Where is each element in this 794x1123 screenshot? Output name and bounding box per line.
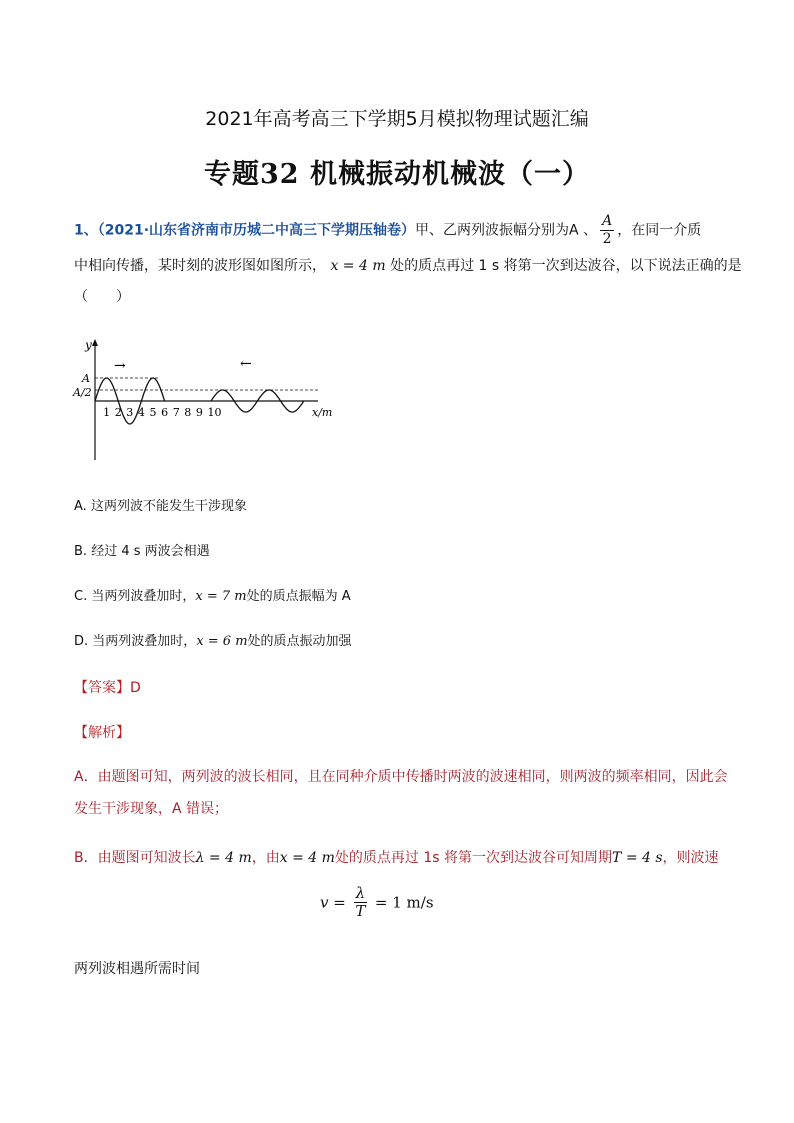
- page-subtitle: 2021年高考高三下学期5月模拟物理试题汇编: [205, 108, 589, 130]
- option-b: B. 经过 4 s 两波会相遇: [74, 544, 210, 559]
- x-tick-label: 8: [184, 406, 192, 419]
- question-source: （2021·山东省济南市历城二中高三下学期压轴卷）: [97, 222, 416, 239]
- amplitude-label: A: [82, 372, 90, 385]
- x-tick-label: 6: [161, 406, 169, 419]
- x-tick-label: 7: [172, 406, 180, 419]
- y-axis-label: y: [85, 338, 92, 352]
- x-tick-label: 2: [114, 406, 122, 419]
- question-text-2: ，在同一介质: [617, 222, 702, 239]
- answer-value: D: [130, 680, 141, 696]
- question-number: 1、: [74, 222, 98, 239]
- x-tick-label: 4: [137, 406, 145, 419]
- question-line-3: （ ）: [74, 289, 130, 305]
- option-d: D. 当两列波叠加时，x = 6 m处的质点振动加强: [74, 634, 352, 649]
- wave-figure: [70, 335, 350, 465]
- analysis-a-line-2: 发生干涉现象，A 错误；: [74, 801, 229, 817]
- analysis-a-line-1: A．由题图可知，两列波的波长相同，且在同种介质中传播时两波的波速相同，则两波的频率相同，因此会: [74, 769, 728, 785]
- x-tick-labels: [103, 406, 221, 419]
- x-axis-label: x/m: [312, 406, 333, 419]
- analysis-b-line: B．由题图可知波长λ = 4 m，由x = 4 m处的质点再过 1s 将第一次到达波谷可知周期T = 4 s，则波速: [74, 850, 719, 866]
- question-line-1: [74, 213, 701, 248]
- y-axis-arrowhead: [92, 339, 98, 346]
- formula-fraction: $\frac{\lambda}{T}$: [355, 884, 366, 920]
- half-amplitude-label: A/2: [73, 386, 92, 399]
- x-tick-label: 3: [126, 406, 134, 419]
- answer-line: [74, 677, 141, 697]
- analysis-label: 【解析】: [74, 725, 130, 741]
- x-tick-label: 10: [207, 406, 222, 419]
- velocity-formula: v = $\frac{\lambda}{T}$ = 1 m/s: [320, 884, 434, 920]
- x-tick-label: 1: [103, 406, 111, 419]
- option-a: A. 这两列波不能发生干涉现象: [74, 499, 247, 514]
- right-arrow-icon: →: [114, 358, 126, 374]
- x-tick-label: 5: [149, 406, 157, 419]
- option-c: C. 当两列波叠加时，x = 7 m处的质点振幅为 A: [74, 589, 351, 604]
- analysis-last-line: 两列波相遇所需时间: [74, 961, 200, 977]
- question-text-1: 甲、乙两列波振幅分别为A 、: [415, 222, 598, 239]
- left-arrow-icon: ←: [240, 356, 252, 372]
- page-title: 专题32 机械振动机械波（一）: [204, 159, 590, 190]
- x-tick-label: 9: [195, 406, 203, 419]
- half-amplitude-fraction: $\frac{A}{2}$: [602, 213, 613, 247]
- question-line-2: 中相向传播，某时刻的波形图如图所示， x = 4 m 处的质点再过 1 s 将第一次到达波谷，以下说法正确的是: [74, 258, 742, 274]
- answer-label: 【答案】: [74, 680, 130, 696]
